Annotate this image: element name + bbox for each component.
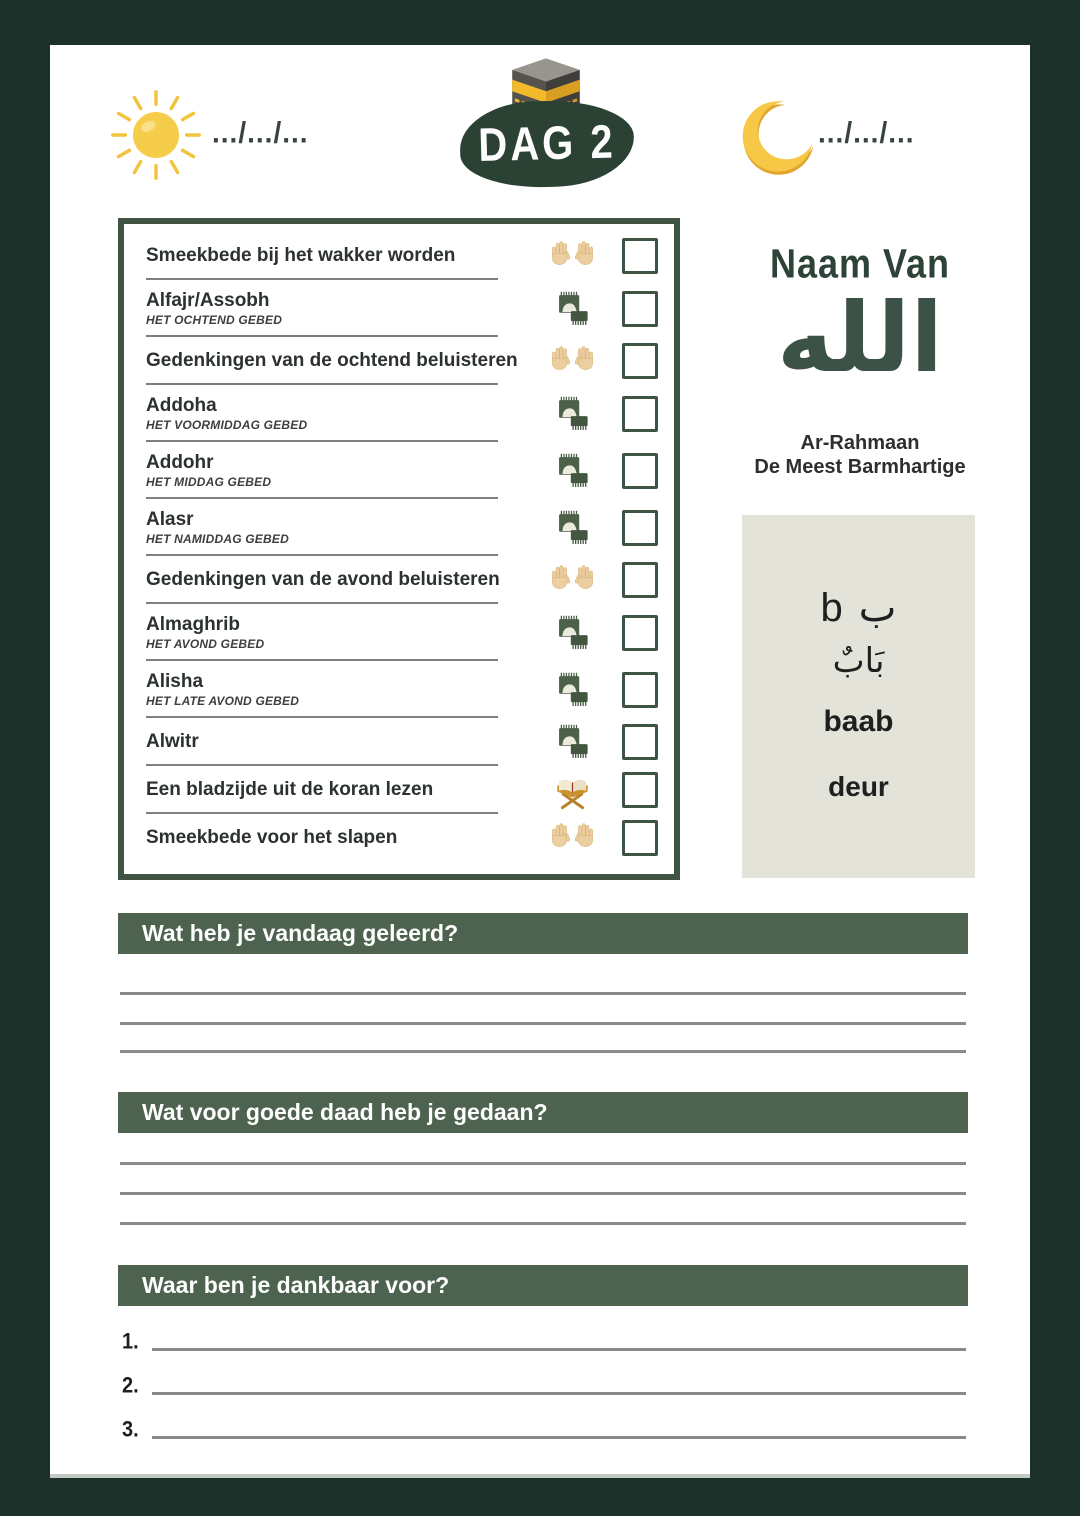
task-subtitle: HET AVOND GEBED bbox=[146, 637, 265, 651]
task-checkbox[interactable] bbox=[622, 238, 658, 274]
writing-line[interactable] bbox=[120, 1162, 966, 1165]
checklist-row bbox=[146, 385, 662, 442]
task-checkbox[interactable] bbox=[622, 615, 658, 651]
list-number-label: 2. bbox=[122, 1373, 139, 1399]
section-header-good-deed: Wat voor goede daad heb je gedaan? bbox=[118, 1092, 968, 1133]
task-title: Een bladzijde uit de koran lezen bbox=[146, 779, 434, 800]
day-badge-label: DAG 2 bbox=[477, 115, 617, 172]
writing-line[interactable] bbox=[152, 1392, 966, 1395]
list-number-label: 3. bbox=[122, 1417, 139, 1443]
transliteration: baab bbox=[823, 705, 894, 738]
worksheet-page bbox=[50, 45, 1030, 1478]
task-title: Addoha bbox=[146, 395, 217, 416]
prayer-rug-icon bbox=[550, 721, 595, 763]
arabic-word: بَابٌ bbox=[832, 641, 885, 681]
latin-letter: b bbox=[820, 585, 843, 630]
checklist-row bbox=[146, 766, 662, 814]
sun-icon bbox=[108, 87, 204, 183]
checklist-row bbox=[146, 337, 662, 385]
day-badge bbox=[459, 99, 635, 190]
prayer-rug-icon bbox=[550, 450, 595, 492]
task-subtitle: HET LATE AVOND GEBED bbox=[146, 694, 300, 708]
writing-line[interactable] bbox=[120, 1022, 966, 1025]
task-title: Smeekbede voor het slapen bbox=[146, 827, 398, 848]
task-subtitle: HET OCHTEND GEBED bbox=[146, 313, 283, 327]
task-checkbox[interactable] bbox=[622, 672, 658, 708]
task-checkbox[interactable] bbox=[622, 562, 658, 598]
writing-line[interactable] bbox=[120, 1050, 966, 1053]
writing-line[interactable] bbox=[152, 1436, 966, 1439]
writing-line[interactable] bbox=[120, 1192, 966, 1195]
moon-icon bbox=[734, 97, 814, 177]
task-title: Alasr bbox=[146, 509, 194, 530]
dua-hands-icon bbox=[550, 340, 595, 382]
writing-line[interactable] bbox=[120, 1222, 966, 1225]
task-title: Alfajr/Assobh bbox=[146, 290, 270, 311]
checklist-row bbox=[146, 556, 662, 604]
task-checkbox[interactable] bbox=[622, 510, 658, 546]
section-header-learned: Wat heb je vandaag geleerd? bbox=[118, 913, 968, 954]
checklist-row bbox=[146, 280, 662, 337]
task-subtitle: HET MIDDAG GEBED bbox=[146, 475, 272, 489]
task-title: Almaghrib bbox=[146, 614, 240, 635]
quran-icon bbox=[550, 769, 595, 811]
allah-name-block bbox=[710, 431, 1010, 479]
allah-name: Ar-Rahmaan bbox=[800, 432, 920, 454]
prayer-rug-icon bbox=[550, 612, 595, 654]
task-title: Gedenkingen van de ochtend beluisteren bbox=[146, 350, 518, 371]
task-checkbox[interactable] bbox=[622, 291, 658, 327]
evening-date-field[interactable]: .../.../... bbox=[818, 116, 915, 149]
checklist-row bbox=[146, 718, 662, 766]
arabic-letter: ب bbox=[858, 585, 897, 631]
task-title: Gedenkingen van de avond beluisteren bbox=[146, 569, 500, 590]
checklist-row bbox=[146, 661, 662, 718]
task-checkbox[interactable] bbox=[622, 453, 658, 489]
prayer-rug-icon bbox=[550, 669, 595, 711]
dua-hands-icon bbox=[550, 559, 595, 601]
name-of-allah-heading: Naam Van bbox=[769, 240, 951, 287]
task-checkbox[interactable] bbox=[622, 820, 658, 856]
task-checkbox[interactable] bbox=[622, 724, 658, 760]
writing-line[interactable] bbox=[152, 1348, 966, 1351]
prayer-rug-icon bbox=[550, 393, 595, 435]
prayer-rug-icon bbox=[550, 507, 595, 549]
task-title: Smeekbede bij het wakker worden bbox=[146, 245, 456, 266]
list-number-label: 1. bbox=[122, 1329, 139, 1355]
checklist-row bbox=[146, 499, 662, 556]
prayer-checklist bbox=[118, 218, 680, 880]
task-subtitle: HET VOORMIDDAG GEBED bbox=[146, 418, 308, 432]
task-title: Alwitr bbox=[146, 731, 199, 752]
task-checkbox[interactable] bbox=[622, 396, 658, 432]
letter-pair bbox=[821, 585, 897, 631]
allah-calligraphy: الله bbox=[776, 282, 944, 394]
dua-hands-icon bbox=[550, 235, 595, 277]
writing-line[interactable] bbox=[120, 992, 966, 995]
task-title: Alisha bbox=[146, 671, 204, 692]
task-subtitle: HET NAMIDDAG GEBED bbox=[146, 532, 289, 546]
section-header-grateful: Waar ben je dankbaar voor? bbox=[118, 1265, 968, 1306]
allah-name-meaning: De Meest Barmhartige bbox=[754, 456, 966, 478]
translation: deur bbox=[828, 771, 889, 802]
checklist-row bbox=[146, 814, 662, 862]
checklist-row bbox=[146, 604, 662, 661]
morning-date-field[interactable]: .../.../... bbox=[212, 116, 309, 149]
task-title: Addohr bbox=[146, 452, 214, 473]
prayer-rug-icon bbox=[550, 288, 595, 330]
dua-hands-icon bbox=[550, 817, 595, 859]
arabic-letter-card bbox=[742, 515, 975, 878]
checklist-row bbox=[146, 442, 662, 499]
checklist-row bbox=[146, 232, 662, 280]
task-checkbox[interactable] bbox=[622, 772, 658, 808]
task-checkbox[interactable] bbox=[622, 343, 658, 379]
